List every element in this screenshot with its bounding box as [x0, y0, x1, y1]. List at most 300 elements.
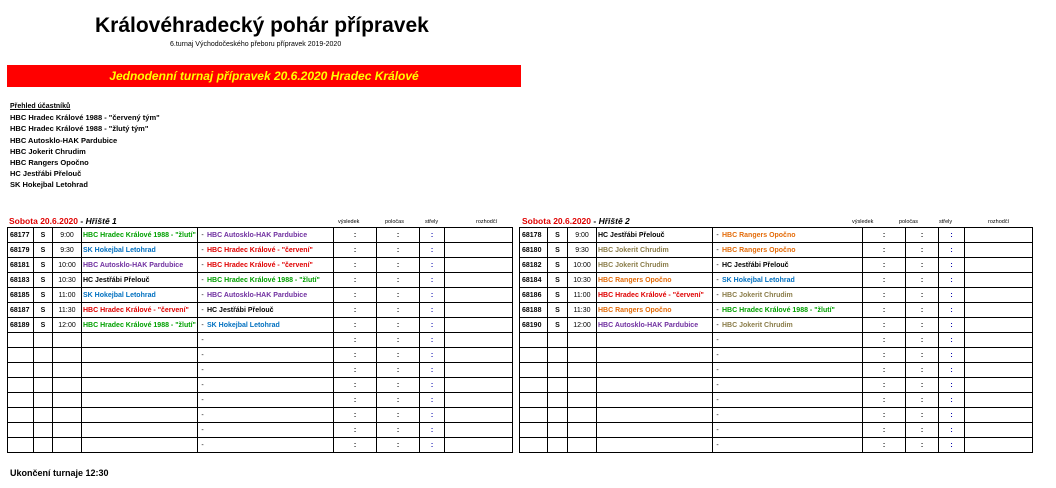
- home-team: HBC Rangers Opočno: [597, 273, 713, 288]
- shots-field: :: [420, 393, 445, 408]
- team-separator: -: [716, 426, 719, 434]
- match-time: 10:30: [53, 273, 82, 288]
- referee-field: [445, 228, 513, 243]
- result-field: :: [863, 243, 906, 258]
- shots-field: :: [939, 258, 965, 273]
- tournament-end: Ukončení turnaje 12:30: [10, 468, 109, 478]
- empty-cell: [520, 363, 548, 378]
- table-row: [8, 273, 513, 288]
- referee-field: [965, 318, 1033, 333]
- match-time: 11:30: [568, 303, 597, 318]
- shots-field: :: [939, 378, 965, 393]
- court-separator: -: [591, 216, 599, 226]
- page-subtitle: 6.turnaj Východočeského přeboru přípravek 2019-2020: [170, 41, 342, 48]
- team-separator: -: [716, 231, 719, 239]
- empty-cell: [53, 348, 82, 363]
- empty-cell: [548, 423, 568, 438]
- empty-cell: [53, 378, 82, 393]
- empty-cell: [548, 393, 568, 408]
- match-time: 11:00: [568, 288, 597, 303]
- halftime-field: :: [377, 288, 420, 303]
- empty-cell: [53, 408, 82, 423]
- table-row: [520, 318, 1033, 333]
- empty-cell: [34, 363, 53, 378]
- court-day: Sobota: [522, 216, 551, 226]
- match-id: 68177: [8, 228, 34, 243]
- halftime-field: :: [377, 393, 420, 408]
- referee-field: [445, 408, 513, 423]
- court-separator: -: [78, 216, 86, 226]
- home-team: HBC Hradec Králové - "červení": [82, 303, 198, 318]
- team-separator: -: [201, 441, 204, 449]
- home-team: HBC Autosklo-HAK Pardubice: [597, 318, 713, 333]
- table-row: [8, 243, 513, 258]
- col-shots-1: střely: [425, 219, 439, 225]
- empty-cell: [8, 393, 34, 408]
- result-field: :: [334, 393, 377, 408]
- shots-field: :: [939, 333, 965, 348]
- match-category: S: [548, 228, 568, 243]
- empty-cell: [8, 363, 34, 378]
- result-field: :: [334, 228, 377, 243]
- halftime-field: :: [377, 228, 420, 243]
- shots-field: :: [939, 423, 965, 438]
- halftime-field: :: [906, 363, 939, 378]
- shots-field: :: [420, 423, 445, 438]
- away-team-cell: [198, 363, 334, 378]
- referee-field: [445, 438, 513, 453]
- empty-cell: [597, 363, 713, 378]
- home-team: HBC Rangers Opočno: [597, 303, 713, 318]
- referee-field: [965, 408, 1033, 423]
- team-separator: -: [201, 381, 204, 389]
- away-team-cell: [198, 408, 334, 423]
- home-team: HBC Autosklo-HAK Pardubice: [82, 258, 198, 273]
- tournament-banner: Jednodenní turnaj přípravek 20.6.2020 Hradec Králové: [7, 65, 521, 87]
- match-time: 9:00: [53, 228, 82, 243]
- halftime-field: :: [906, 258, 939, 273]
- col-result-1: výsledek: [338, 219, 360, 225]
- empty-cell: [597, 423, 713, 438]
- table-row-empty: [8, 393, 513, 408]
- table-row-empty: [8, 348, 513, 363]
- away-team: HBC Rangers Opočno: [722, 231, 796, 239]
- empty-cell: [568, 408, 597, 423]
- team-separator: -: [201, 321, 204, 329]
- table-row-empty: [520, 378, 1033, 393]
- away-team: SK Hokejbal Letohrad: [722, 276, 795, 284]
- result-field: :: [334, 423, 377, 438]
- court-1-heading: [9, 216, 117, 226]
- match-time: 11:00: [53, 288, 82, 303]
- referee-field: [965, 273, 1033, 288]
- result-field: :: [334, 303, 377, 318]
- shots-field: :: [420, 243, 445, 258]
- empty-cell: [548, 408, 568, 423]
- empty-cell: [548, 438, 568, 453]
- participant-item: HC Jestřábi Přelouč: [10, 169, 82, 179]
- match-id: 68180: [520, 243, 548, 258]
- match-id: 68188: [520, 303, 548, 318]
- table-row: [520, 228, 1033, 243]
- team-separator: -: [716, 291, 719, 299]
- empty-cell: [568, 378, 597, 393]
- halftime-field: :: [377, 408, 420, 423]
- empty-cell: [520, 408, 548, 423]
- shots-field: :: [939, 273, 965, 288]
- halftime-field: :: [906, 408, 939, 423]
- team-separator: -: [201, 276, 204, 284]
- shots-field: :: [420, 363, 445, 378]
- table-row-empty: [520, 408, 1033, 423]
- away-team-cell: [198, 393, 334, 408]
- away-team: HBC Hradec Králové 1988 - "žlutí": [722, 306, 835, 314]
- away-team-cell: [198, 288, 334, 303]
- match-id: 68184: [520, 273, 548, 288]
- empty-cell: [8, 348, 34, 363]
- halftime-field: :: [906, 438, 939, 453]
- referee-field: [445, 288, 513, 303]
- away-team-cell: [198, 303, 334, 318]
- referee-field: [965, 423, 1033, 438]
- result-field: :: [863, 438, 906, 453]
- halftime-field: :: [377, 378, 420, 393]
- referee-field: [445, 258, 513, 273]
- halftime-field: :: [377, 333, 420, 348]
- empty-cell: [82, 408, 198, 423]
- away-team-cell: [198, 438, 334, 453]
- court-day: Sobota: [9, 216, 38, 226]
- home-team: HBC Jokerit Chrudim: [597, 243, 713, 258]
- result-field: :: [334, 243, 377, 258]
- referee-field: [445, 423, 513, 438]
- halftime-field: :: [906, 288, 939, 303]
- participants-overview: [10, 101, 160, 191]
- match-id: 68187: [8, 303, 34, 318]
- home-team: HBC Hradec Králové - "červení": [597, 288, 713, 303]
- team-separator: -: [201, 231, 204, 239]
- empty-cell: [597, 408, 713, 423]
- empty-cell: [8, 423, 34, 438]
- schedule-table-court-2: [519, 227, 1033, 453]
- shots-field: :: [420, 348, 445, 363]
- match-category: S: [34, 273, 53, 288]
- halftime-field: :: [906, 423, 939, 438]
- away-team-cell: [713, 303, 863, 318]
- away-team: HBC Hradec Králové 1988 - "žlutí": [207, 276, 320, 284]
- empty-cell: [548, 363, 568, 378]
- empty-cell: [53, 333, 82, 348]
- team-separator: -: [201, 306, 204, 314]
- empty-cell: [82, 393, 198, 408]
- empty-cell: [568, 393, 597, 408]
- table-row-empty: [8, 363, 513, 378]
- team-separator: -: [201, 351, 204, 359]
- table-row-empty: [520, 423, 1033, 438]
- home-team: HBC Jokerit Chrudim: [597, 258, 713, 273]
- halftime-field: :: [906, 303, 939, 318]
- empty-cell: [34, 423, 53, 438]
- halftime-field: :: [377, 348, 420, 363]
- match-id: 68178: [520, 228, 548, 243]
- result-field: :: [334, 438, 377, 453]
- away-team-cell: [713, 243, 863, 258]
- referee-field: [445, 393, 513, 408]
- away-team-cell: [713, 273, 863, 288]
- match-id: 68190: [520, 318, 548, 333]
- away-team-cell: [713, 378, 863, 393]
- halftime-field: :: [906, 393, 939, 408]
- result-field: :: [863, 378, 906, 393]
- shots-field: :: [420, 438, 445, 453]
- shots-field: :: [420, 408, 445, 423]
- result-field: :: [863, 303, 906, 318]
- col-shots-2: střely: [939, 219, 953, 225]
- halftime-field: :: [906, 318, 939, 333]
- empty-cell: [548, 378, 568, 393]
- empty-cell: [82, 423, 198, 438]
- result-field: :: [334, 408, 377, 423]
- home-team: HC Jestřábi Přelouč: [82, 273, 198, 288]
- away-team-cell: [198, 228, 334, 243]
- away-team-cell: [713, 288, 863, 303]
- match-time: 12:00: [53, 318, 82, 333]
- halftime-field: :: [377, 438, 420, 453]
- table-row: [520, 273, 1033, 288]
- empty-cell: [548, 333, 568, 348]
- referee-field: [965, 438, 1033, 453]
- away-team-cell: [713, 408, 863, 423]
- match-category: S: [548, 318, 568, 333]
- away-team: HC Jestřábi Přelouč: [207, 306, 274, 314]
- referee-field: [445, 333, 513, 348]
- referee-field: [965, 378, 1033, 393]
- empty-cell: [568, 348, 597, 363]
- empty-cell: [597, 438, 713, 453]
- away-team-cell: [198, 318, 334, 333]
- away-team: HBC Autosklo-HAK Pardubice: [207, 231, 308, 239]
- away-team-cell: [198, 423, 334, 438]
- table-row-empty: [520, 438, 1033, 453]
- empty-cell: [53, 363, 82, 378]
- referee-field: [965, 288, 1033, 303]
- result-field: :: [334, 288, 377, 303]
- away-team-cell: [713, 423, 863, 438]
- table-row-empty: [8, 438, 513, 453]
- home-team: HBC Hradec Králové 1988 - "žlutí": [82, 228, 198, 243]
- halftime-field: :: [906, 228, 939, 243]
- match-time: 12:00: [568, 318, 597, 333]
- empty-cell: [597, 348, 713, 363]
- team-separator: -: [201, 291, 204, 299]
- shots-field: :: [420, 303, 445, 318]
- table-row-empty: [8, 423, 513, 438]
- empty-cell: [520, 423, 548, 438]
- referee-field: [965, 258, 1033, 273]
- empty-cell: [597, 378, 713, 393]
- match-id: 68186: [520, 288, 548, 303]
- team-separator: -: [716, 366, 719, 374]
- match-category: S: [548, 288, 568, 303]
- result-field: :: [334, 333, 377, 348]
- result-field: :: [334, 258, 377, 273]
- referee-field: [965, 363, 1033, 378]
- result-field: :: [863, 258, 906, 273]
- referee-field: [965, 348, 1033, 363]
- match-id: 68183: [8, 273, 34, 288]
- halftime-field: :: [377, 273, 420, 288]
- table-row-empty: [8, 408, 513, 423]
- participants-heading: Přehled účastníků: [10, 103, 71, 110]
- team-separator: -: [716, 321, 719, 329]
- match-category: S: [548, 243, 568, 258]
- court-date: 20.6.2020: [553, 216, 592, 226]
- result-field: :: [863, 228, 906, 243]
- match-category: S: [548, 258, 568, 273]
- referee-field: [965, 303, 1033, 318]
- shots-field: :: [939, 408, 965, 423]
- empty-cell: [82, 363, 198, 378]
- court-venue: Hřiště 2: [598, 216, 630, 226]
- col-result-2: výsledek: [852, 219, 874, 225]
- shots-field: :: [420, 258, 445, 273]
- shots-field: :: [939, 348, 965, 363]
- result-field: :: [863, 333, 906, 348]
- empty-cell: [82, 378, 198, 393]
- match-category: S: [34, 303, 53, 318]
- empty-cell: [8, 408, 34, 423]
- empty-cell: [520, 393, 548, 408]
- team-separator: -: [201, 246, 204, 254]
- referee-field: [445, 273, 513, 288]
- shots-field: :: [420, 228, 445, 243]
- halftime-field: :: [377, 423, 420, 438]
- table-row-empty: [8, 378, 513, 393]
- empty-cell: [34, 378, 53, 393]
- team-separator: -: [716, 246, 719, 254]
- shots-field: :: [939, 288, 965, 303]
- shots-field: :: [420, 273, 445, 288]
- table-row: [8, 258, 513, 273]
- away-team-cell: [198, 348, 334, 363]
- away-team: HBC Hradec Králové - "červení": [207, 246, 313, 254]
- referee-field: [445, 363, 513, 378]
- shots-field: :: [420, 288, 445, 303]
- participant-item: HBC Rangers Opočno: [10, 158, 89, 168]
- match-category: S: [34, 258, 53, 273]
- result-field: :: [334, 363, 377, 378]
- team-separator: -: [716, 261, 719, 269]
- table-row: [8, 288, 513, 303]
- col-referee-2: rozhodčí: [988, 219, 1010, 225]
- match-category: S: [548, 273, 568, 288]
- shots-field: :: [420, 378, 445, 393]
- referee-field: [965, 228, 1033, 243]
- col-half-2: poločas: [899, 219, 918, 225]
- home-team: HC Jestřábi Přelouč: [597, 228, 713, 243]
- result-field: :: [863, 348, 906, 363]
- team-separator: -: [716, 441, 719, 449]
- empty-cell: [34, 408, 53, 423]
- team-separator: -: [201, 261, 204, 269]
- away-team: HBC Rangers Opočno: [722, 246, 796, 254]
- empty-cell: [568, 438, 597, 453]
- empty-cell: [82, 438, 198, 453]
- shots-field: :: [939, 243, 965, 258]
- shots-field: :: [939, 318, 965, 333]
- empty-cell: [82, 333, 198, 348]
- referee-field: [445, 378, 513, 393]
- team-separator: -: [201, 426, 204, 434]
- team-separator: -: [201, 411, 204, 419]
- table-row-empty: [520, 333, 1033, 348]
- halftime-field: :: [906, 243, 939, 258]
- empty-cell: [34, 348, 53, 363]
- away-team-cell: [198, 273, 334, 288]
- shots-field: :: [939, 303, 965, 318]
- table-row-empty: [520, 393, 1033, 408]
- table-row: [8, 228, 513, 243]
- team-separator: -: [716, 396, 719, 404]
- result-field: :: [334, 378, 377, 393]
- result-field: :: [863, 408, 906, 423]
- result-field: :: [863, 363, 906, 378]
- shots-field: :: [939, 438, 965, 453]
- away-team-cell: [713, 348, 863, 363]
- table-row-empty: [520, 363, 1033, 378]
- court-venue: Hřiště 1: [85, 216, 117, 226]
- participant-item: HBC Hradec Králové 1988 - "červený tým": [10, 113, 160, 123]
- table-row-empty: [8, 333, 513, 348]
- referee-field: [445, 303, 513, 318]
- match-time: 10:00: [568, 258, 597, 273]
- shots-field: :: [939, 393, 965, 408]
- away-team-cell: [198, 333, 334, 348]
- empty-cell: [34, 333, 53, 348]
- match-id: 68189: [8, 318, 34, 333]
- result-field: :: [863, 393, 906, 408]
- shots-field: :: [420, 318, 445, 333]
- table-row: [520, 258, 1033, 273]
- match-category: S: [34, 228, 53, 243]
- team-separator: -: [716, 306, 719, 314]
- shots-field: :: [420, 333, 445, 348]
- schedule-table-court-1: [7, 227, 513, 453]
- court-1-rows: [8, 228, 513, 453]
- halftime-field: :: [906, 273, 939, 288]
- table-row: [520, 288, 1033, 303]
- empty-cell: [597, 333, 713, 348]
- team-separator: -: [201, 336, 204, 344]
- empty-cell: [520, 438, 548, 453]
- court-2-rows: [520, 228, 1033, 453]
- result-field: :: [863, 318, 906, 333]
- referee-field: [445, 243, 513, 258]
- result-field: :: [334, 318, 377, 333]
- halftime-field: :: [377, 258, 420, 273]
- team-separator: -: [716, 411, 719, 419]
- match-time: 9:30: [568, 243, 597, 258]
- halftime-field: :: [377, 363, 420, 378]
- result-field: :: [334, 348, 377, 363]
- col-half-1: poločas: [385, 219, 404, 225]
- table-row-empty: [520, 348, 1033, 363]
- page-title: Královéhradecký pohár přípravek: [95, 14, 429, 37]
- match-category: S: [548, 303, 568, 318]
- match-category: S: [34, 288, 53, 303]
- empty-cell: [34, 393, 53, 408]
- table-row: [520, 243, 1033, 258]
